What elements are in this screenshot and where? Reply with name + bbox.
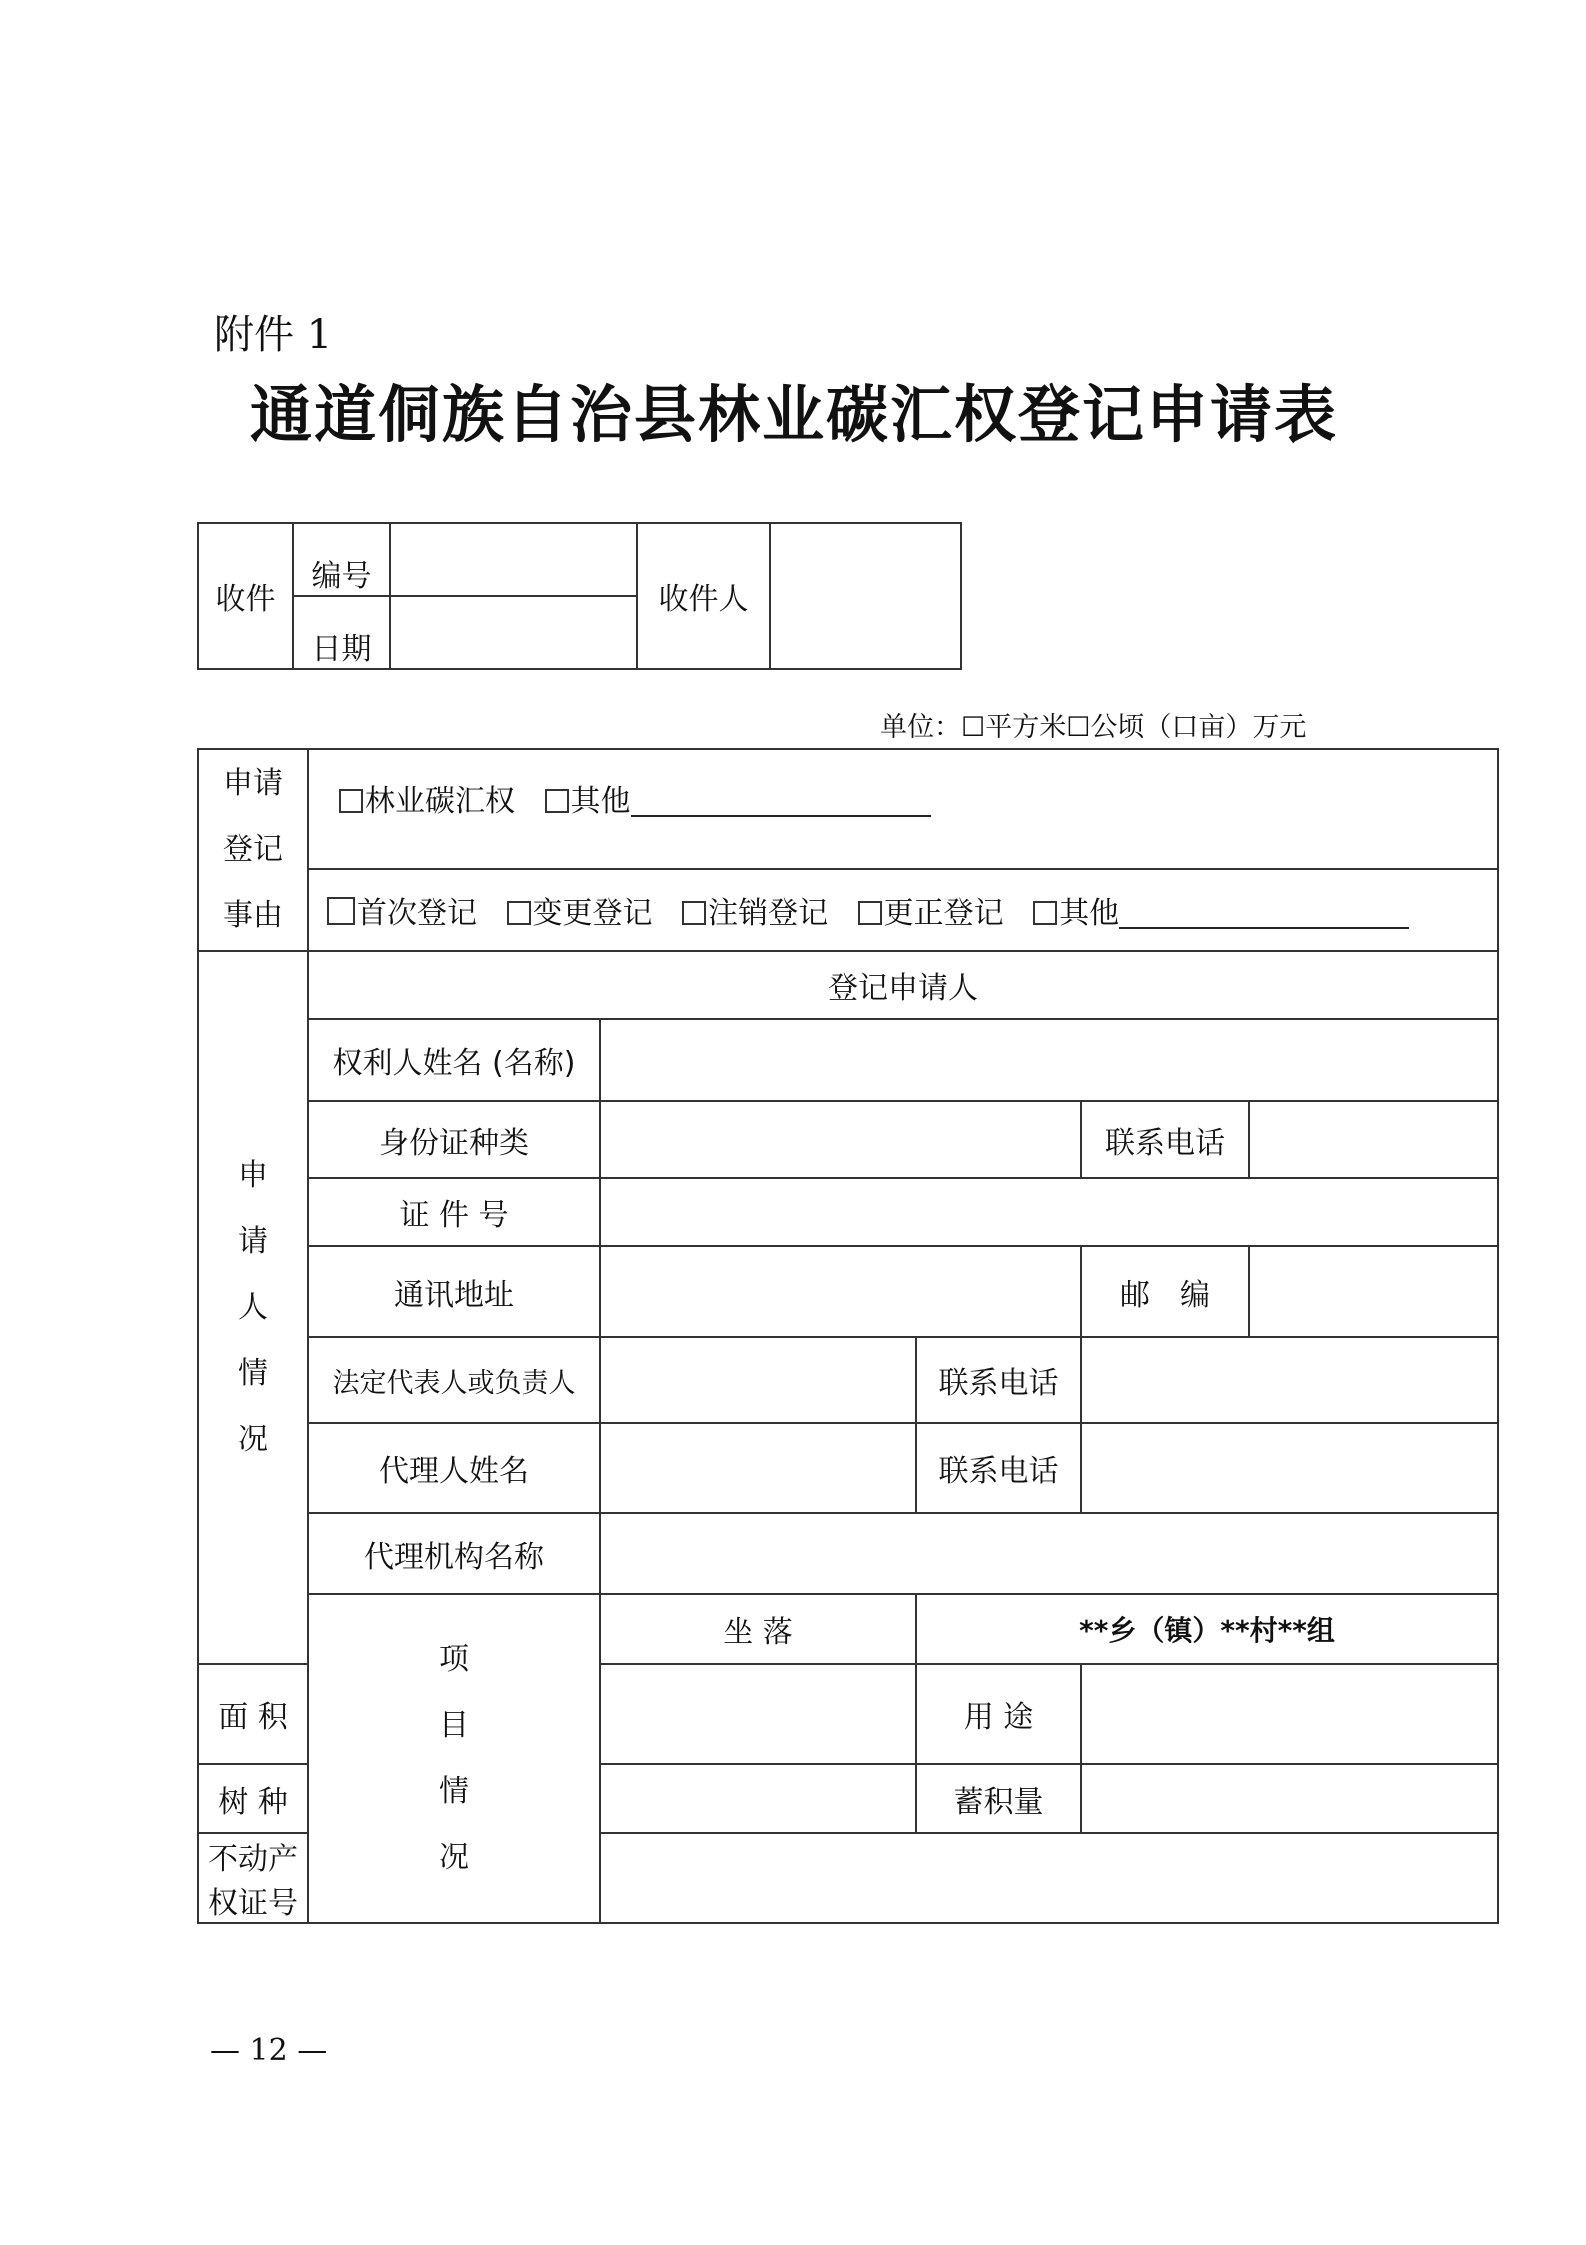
applicant-label-char: 请 [238, 1223, 268, 1259]
agent-name-field[interactable] [600, 1423, 916, 1513]
receipt-label: 收件 [198, 523, 293, 669]
project-label-char: 况 [439, 1839, 469, 1875]
applicant-section-label [198, 951, 308, 1664]
option-label: 林业碳汇权 [365, 784, 515, 819]
project-section-label [308, 1594, 600, 1923]
checkbox-icon[interactable] [507, 901, 531, 925]
checkbox-icon[interactable] [1033, 901, 1057, 925]
agent-phone-field[interactable] [1081, 1423, 1498, 1513]
species-field[interactable] [600, 1764, 916, 1833]
option-registration-other[interactable] [1033, 888, 1409, 932]
form-title: 通道侗族自治县林业碳汇权登记申请表 [250, 378, 1339, 451]
usage-field[interactable] [1081, 1664, 1498, 1764]
project-label-char: 目 [439, 1707, 469, 1743]
project-label-char: 项 [439, 1641, 469, 1677]
area-label: 面 积 [198, 1664, 308, 1764]
rightholder-name-field[interactable] [600, 1019, 1498, 1101]
id-type-field[interactable] [600, 1101, 1081, 1178]
usage-label: 用 途 [916, 1664, 1081, 1764]
option-type-other[interactable] [545, 776, 931, 820]
receipt-date-field[interactable] [390, 596, 637, 669]
reason-section-label [198, 749, 308, 951]
address-label: 通讯地址 [308, 1246, 600, 1337]
registration-type-row [308, 869, 1498, 951]
agent-phone-label: 联系电话 [916, 1423, 1081, 1513]
reason-label-line: 申请 [223, 766, 283, 801]
reason-label-line: 登记 [223, 832, 283, 867]
checkbox-icon[interactable] [858, 901, 882, 925]
receipt-date-label: 日期 [293, 596, 390, 669]
volume-label: 蓄积量 [916, 1764, 1081, 1833]
other-type-blank[interactable] [631, 785, 931, 817]
id-number-label: 证 件 号 [308, 1178, 600, 1246]
rightholder-name-label: 权利人姓名 (名称) [308, 1019, 600, 1101]
receiver-field[interactable] [770, 523, 961, 669]
receipt-number-field[interactable] [390, 523, 637, 596]
option-label: 其他 [1059, 896, 1120, 931]
page-number: — 12 — [210, 2033, 328, 2068]
project-label-char: 情 [439, 1773, 469, 1809]
option-label: 首次登记 [357, 896, 477, 931]
agency-name-field[interactable] [600, 1513, 1498, 1594]
volume-field[interactable] [1081, 1764, 1498, 1833]
postcode-field[interactable] [1249, 1246, 1498, 1337]
location-label: 坐 落 [600, 1594, 916, 1664]
property-cert-field[interactable] [600, 1833, 1498, 1923]
applicant-label-char: 人 [238, 1289, 268, 1325]
agent-name-label: 代理人姓名 [308, 1423, 600, 1513]
applicant-header: 登记申请人 [308, 951, 1498, 1019]
legal-rep-label: 法定代表人或负责人 [308, 1337, 600, 1423]
option-first-registration[interactable] [327, 888, 477, 932]
legal-rep-phone-label: 联系电话 [916, 1337, 1081, 1423]
option-label: 其他 [570, 784, 631, 819]
option-cancel-registration[interactable] [682, 888, 828, 932]
unit-line: 单位：☐平方米☐公顷（口亩）万元 [880, 712, 1307, 743]
option-forest-carbon[interactable] [339, 776, 515, 820]
id-type-label: 身份证种类 [308, 1101, 600, 1178]
applicant-label-char: 况 [238, 1421, 268, 1457]
property-cert-label: 不动产权证号 [198, 1833, 308, 1923]
id-number-field[interactable] [600, 1178, 1498, 1246]
checkbox-icon[interactable] [339, 789, 363, 813]
reason-type-row [308, 749, 1498, 869]
receipt-number-label: 编号 [293, 523, 390, 596]
checkbox-icon[interactable] [327, 897, 355, 925]
species-label: 树 种 [198, 1764, 308, 1833]
option-label: 注销登记 [708, 896, 829, 931]
applicant-label-char: 情 [238, 1355, 268, 1391]
address-field[interactable] [600, 1246, 1081, 1337]
postcode-label: 邮 编 [1081, 1246, 1249, 1337]
reason-label-line: 事由 [223, 898, 283, 933]
area-field[interactable] [600, 1664, 916, 1764]
option-correction-registration[interactable] [858, 888, 1004, 932]
phone-label: 联系电话 [1081, 1101, 1249, 1178]
option-change-registration[interactable] [507, 888, 653, 932]
location-value: **乡（镇）**村**组 [916, 1594, 1498, 1664]
legal-rep-field[interactable] [600, 1337, 916, 1423]
legal-rep-phone-field[interactable] [1081, 1337, 1498, 1423]
applicant-label-char: 申 [238, 1157, 268, 1193]
checkbox-icon[interactable] [682, 901, 706, 925]
phone-field[interactable] [1249, 1101, 1498, 1178]
application-table [197, 748, 1499, 1924]
receipt-table [197, 522, 962, 670]
option-label: 变更登记 [532, 896, 653, 931]
attachment-label: 附件 1 [214, 312, 333, 358]
checkbox-icon[interactable] [545, 789, 569, 813]
option-label: 更正登记 [883, 896, 1004, 931]
other-registration-blank[interactable] [1119, 897, 1409, 929]
agency-name-label: 代理机构名称 [308, 1513, 600, 1594]
receiver-label: 收件人 [637, 523, 770, 669]
